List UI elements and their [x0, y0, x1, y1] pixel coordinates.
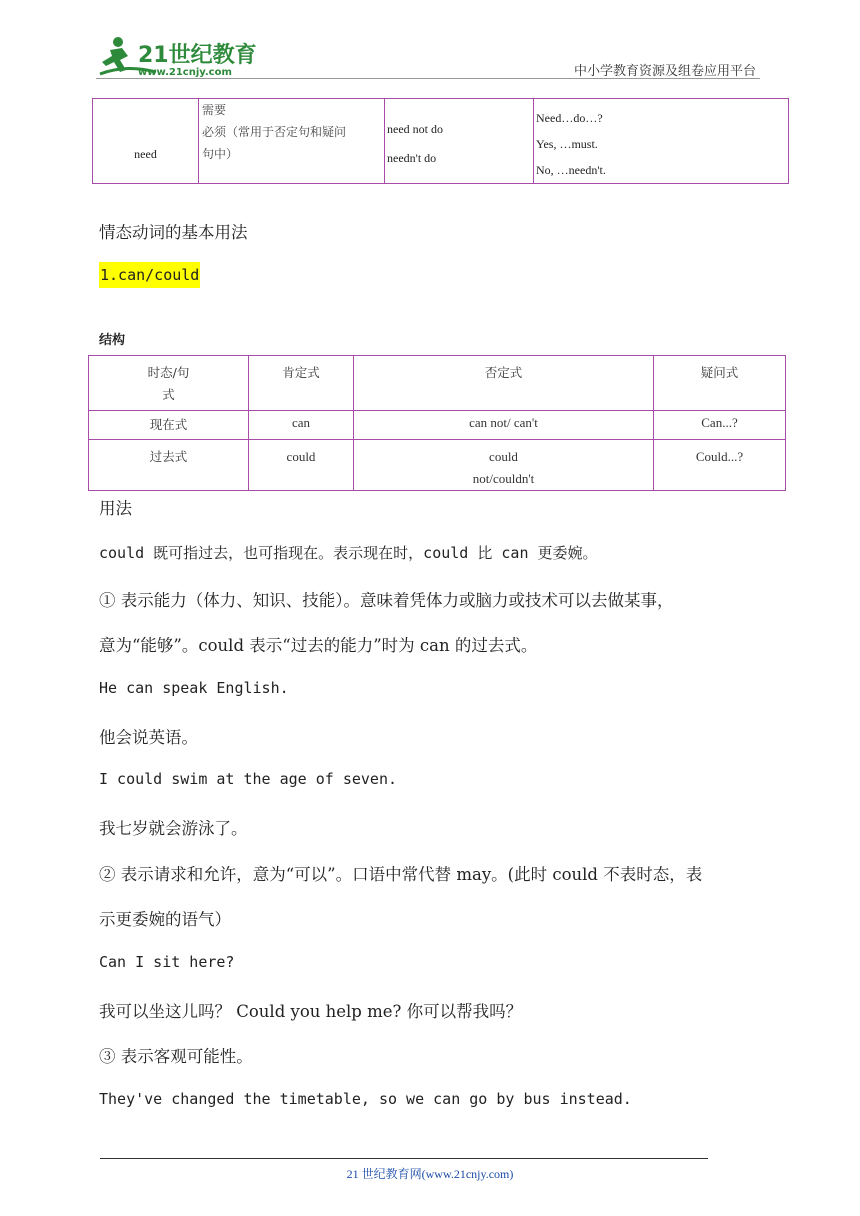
- table-cell: can: [249, 411, 354, 440]
- header-text: 式: [162, 387, 175, 402]
- negative-line: need not do: [387, 122, 443, 136]
- body-line: 意为“能够”。could 表示“过去的能力”时为 can 的过去式。: [99, 636, 538, 655]
- example-sentence: He can speak English.: [99, 679, 289, 697]
- meaning-line: 句中）: [202, 147, 239, 161]
- table-cell: could: [249, 440, 354, 491]
- site-logo: [96, 34, 266, 78]
- example-sentence: Can I sit here?: [99, 953, 235, 971]
- table-cell: can not/ can't: [354, 411, 654, 440]
- usage-label: 用法: [99, 499, 132, 518]
- example-sentence: They've changed the timetable, so we can go by bus instead.: [99, 1090, 632, 1108]
- body-line: ③ 表示客观可能性。: [99, 1047, 253, 1066]
- footer-divider: [100, 1158, 708, 1159]
- need-table: [92, 98, 789, 184]
- body-line: could 既可指过去，也可指现在。表示现在时，could 比 can 更委婉。: [99, 544, 598, 562]
- body-line: 示更委婉的语气）: [99, 910, 231, 929]
- section-title: 情态动词的基本用法: [99, 223, 248, 242]
- translation-line: 他会说英语。: [99, 728, 198, 747]
- table-row: [89, 440, 786, 491]
- table-row: [93, 99, 789, 184]
- table-header-row: [89, 356, 786, 411]
- cell-line: not/couldn't: [472, 471, 535, 486]
- translation-line: 我可以坐这儿吗？ Could you help me? 你可以帮我吗？: [99, 1002, 523, 1021]
- header-cell: [89, 356, 249, 411]
- header-text: 时态/句: [147, 365, 190, 380]
- need-meaning-cell: [199, 99, 385, 184]
- table-cell: Can...?: [654, 411, 786, 440]
- need-question-cell: [534, 99, 789, 184]
- need-negative-cell: [385, 99, 534, 184]
- body-line: ① 表示能力（体力、知识、技能）。意味着凭体力或脑力或技术可以去做某事，: [99, 591, 674, 610]
- structure-label: 结构: [99, 333, 126, 348]
- translation-line: 我七岁就会游泳了。: [99, 819, 248, 838]
- question-line: Yes, …must.: [536, 137, 598, 151]
- cell-line: could: [489, 449, 518, 464]
- negative-line: needn't do: [387, 151, 437, 165]
- question-line: No, …needn't.: [536, 163, 606, 177]
- body-line: ② 表示请求和允许，意为“可以”。口语中常代替 may。(此时 could 不表时态，表: [99, 865, 703, 884]
- header-cell: 否定式: [354, 356, 654, 411]
- header-divider: [96, 78, 760, 79]
- platform-label: 中小学教育资源及组卷应用平台: [573, 64, 756, 79]
- header-cell: 肯定式: [249, 356, 354, 411]
- meaning-line: 必须（常用于否定句和疑问: [202, 125, 347, 139]
- structure-table: [88, 355, 786, 491]
- table-cell: [354, 440, 654, 491]
- example-sentence: I could swim at the age of seven.: [99, 770, 398, 788]
- meaning-line: 需要: [202, 103, 227, 117]
- highlighted-subtitle: 1.can/could: [99, 262, 200, 288]
- svg-text:www.21cnjy.com: www.21cnjy.com: [138, 67, 232, 78]
- svg-text:21世纪教育: 21世纪教育: [138, 43, 257, 68]
- table-cell: 过去式: [89, 440, 249, 491]
- table-cell: Could...?: [654, 440, 786, 491]
- table-cell: 现在式: [89, 411, 249, 440]
- table-row: [89, 411, 786, 440]
- header-cell: 疑问式: [654, 356, 786, 411]
- subtitle: [99, 266, 200, 284]
- need-word-cell: need: [93, 99, 199, 184]
- logo-runner-icon: [96, 34, 266, 78]
- question-line: Need…do…?: [536, 111, 603, 125]
- footer-link[interactable]: 21 世纪教育网(www.21cnjy.com): [346, 1167, 514, 1181]
